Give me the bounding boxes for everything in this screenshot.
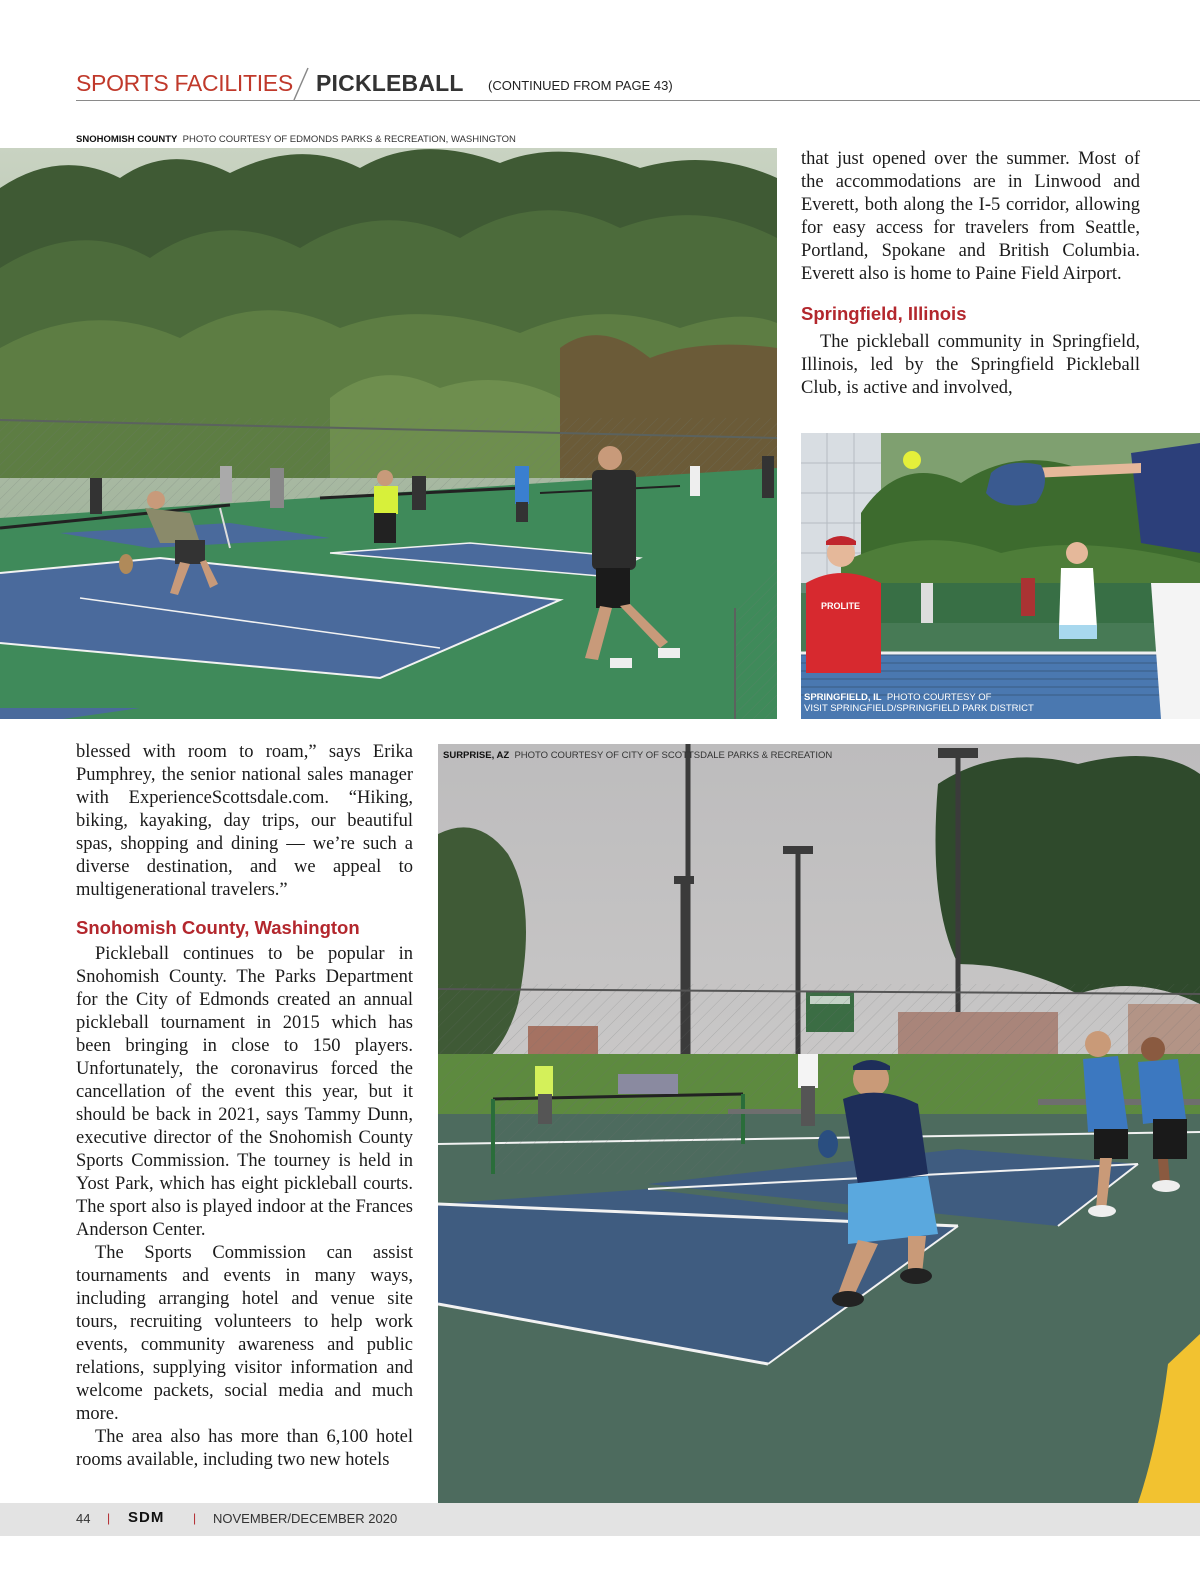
photo-caption-springfield [804, 692, 1034, 714]
caption-credit: PHOTO COURTESY OF [886, 692, 992, 703]
section-heading-springfield: Springfield, Illinois [801, 303, 967, 324]
paragraph: that just opened over the summer. Most of the accommodations are in Linwood and Everett, both along the I-5 corridor, allowing for easy access for travelers from Seattle, Portland, Spokane and British Columbia. Everett also is home to Paine Field Airport. [801, 149, 1140, 284]
caption-place: SNOHOMISH COUNTY [76, 134, 178, 145]
page-footer [0, 1503, 1200, 1536]
section-label: SPORTS FACILITIES [76, 70, 293, 96]
caption-place: SPRINGFIELD, IL [804, 692, 882, 703]
photo-snohomish-courts [0, 148, 777, 719]
page-number: 44 [76, 1511, 91, 1526]
photo-caption-snohomish [76, 134, 516, 145]
paragraph: The pickleball community in Springfield, Illinois, led by the Springfield Pickleball Club, is active and involved, [801, 332, 1140, 398]
caption-credit-line2: VISIT SPRINGFIELD/SPRINGFIELD PARK DISTRICT [804, 703, 1034, 714]
paragraph: The Sports Commission can assist tournaments and events in many ways, including arranging hotel and venue site tours, recruiting volunteers to help work events, community awareness and public relations, supplying visitor information and welcome packets, social media and much more. [76, 1243, 413, 1424]
right-column-text [801, 148, 1140, 400]
caption-credit: PHOTO COURTESY OF CITY OF SCOTTSDALE PARKS & RECREATION [514, 750, 833, 761]
continued-note: (CONTINUED FROM PAGE 43) [488, 78, 673, 93]
topic-label: PICKLEBALL [316, 70, 464, 96]
section-heading-snohomish: Snohomish County, Washington [76, 917, 360, 938]
caption-place: SURPRISE, AZ [443, 750, 510, 761]
paragraph: Pickleball continues to be popular in Snohomish County. The Parks Department for the City of Edmonds created an annual pickleball tournament in 2015 which has been bringing in close to 150 players. Unfortunately, the coronavirus forced the cancellation of the event this year, but it should be back in 2021, says Tammy Dunn, executive director of the Snohomish County Sports Commission. The tourney is held in Yost Park, which has eight pickleball courts. The sport also is played indoor at the Frances Anderson Center. [76, 944, 413, 1240]
paragraph: The area also has more than 6,100 hotel rooms available, including two new hotels [76, 1427, 413, 1470]
footer-separator: | [193, 1511, 197, 1525]
caption-credit: PHOTO COURTESY OF EDMONDS PARKS & RECREATION, WASHINGTON [182, 134, 516, 145]
photo-caption-surprise [443, 750, 832, 761]
issue-date: NOVEMBER/DECEMBER 2020 [213, 1511, 398, 1526]
photo-springfield-players [801, 433, 1200, 719]
header-rule [76, 100, 1200, 101]
paragraph: blessed with room to roam,” says Erika Pumphrey, the senior national sales manager with ExperienceScottsdale.com. “Hiking, biking, kayaking, day trips, our beautiful spas, shopping and dining — we’re such a diverse destination, and we appeal to multigenerational travelers.” [76, 742, 413, 900]
left-column-text [76, 741, 413, 1472]
header-slash [290, 66, 314, 102]
page-header [76, 66, 1200, 104]
footer-separator: | [107, 1511, 111, 1525]
shirt-logo: PROLITE [821, 601, 861, 611]
photo-surprise-courts [438, 744, 1200, 1503]
magazine-logo: SDM [128, 1509, 165, 1526]
